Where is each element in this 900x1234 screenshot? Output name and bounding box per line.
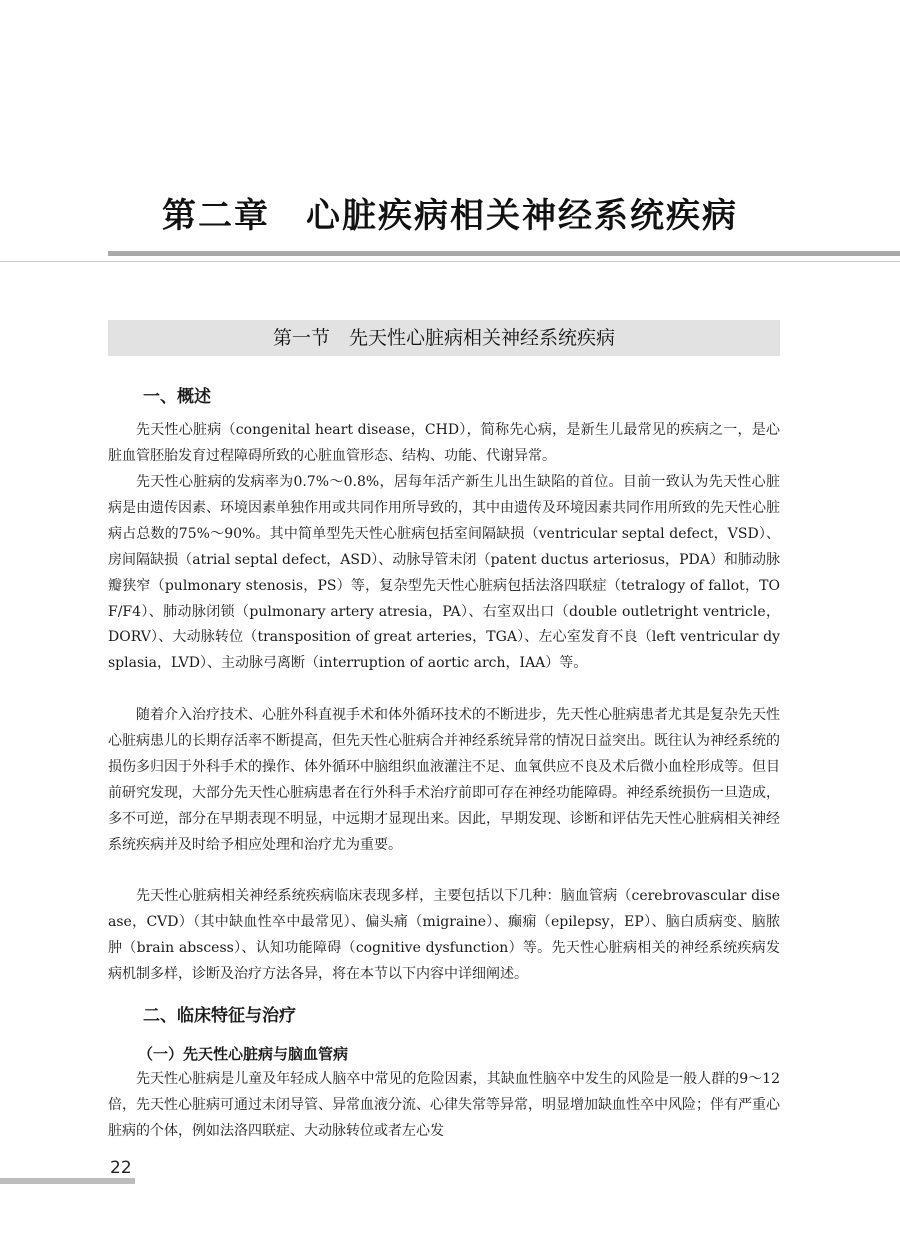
- section-title: 第一节 先天性心脏病相关神经系统疾病: [108, 320, 780, 356]
- paragraph-5: 先天性心脏病是儿童及年轻成人脑卒中常见的危险因素，其缺血性脑卒中发生的风险是一般人群的9～12倍，先天性心脏病可通过未闭导管、异常血液分流、心律失常等异常，明显增加缺血性卒中风险；伴有严重心脏病的个体，例如法洛四联症、大动脉转位或者左心发: [108, 1071, 780, 1139]
- heading-overview: 一、概述: [143, 387, 211, 407]
- chapter-divider-thick: [108, 251, 900, 256]
- paragraph-1: 先天性心脏病（congenital heart disease，CHD），简称先心病，是新生儿最常见的疾病之一，是心脏血管胚胎发育过程障碍所致的心脏血管形态、结构、功能、代谢异常。: [108, 422, 780, 464]
- heading-clinical: 二、临床特征与治疗: [143, 1006, 296, 1026]
- page-number: 22: [110, 1158, 132, 1178]
- chapter-divider-thin: [0, 261, 900, 262]
- chapter-title: 第二章 心脏疾病相关神经系统疾病: [162, 196, 738, 236]
- heading-subsection-1: （一）先天性心脏病与脑血管病: [138, 1045, 349, 1063]
- paragraph-2: 先天性心脏病的发病率为0.7%～0.8%，居每年活产新生儿出生缺陷的首位。目前一致认为先天性心脏病是由遗传因素、环境因素单独作用或共同作用所导致的，其中由遗传及环境因素共同作用所致的先天性心脏病占总数的75%～90%。其中简单型先天性心脏病包括室间隔缺损（ventricular septal defect，VSD）、房间隔缺损（atrial septal defect，ASD）、动脉导管未闭（patent ductus arteriosus，PDA）和肺动脉瓣狭窄（pulmonary stenosis，PS）等，复杂型先天性心脏病包括法洛四联症（tetralogy of fallot，TOF/F4）、肺动脉闭锁（pulmonary artery atresia，PA）、右室双出口（double outletright ventricle，DORV）、大动脉转位（transposition of great arteries，TGA）、左心室发育不良（left ventricular dysplasia，LVD）、主动脉弓离断（interruption of aortic arch，IAA）等。: [108, 474, 780, 672]
- paragraph-3: 随着介入治疗技术、心脏外科直视手术和体外循环技术的不断进步，先天性心脏病患者尤其是复杂先天性心脏病患儿的长期存活率不断提高，但先天性心脏病合并神经系统异常的情况日益突出。既往认为神经系统的损伤多归因于外科手术的操作、体外循环中脑组织血液灌注不足、血氧供应不良及术后微小血栓形成等。但目前研究发现，大部分先天性心脏病患者在行外科手术治疗前即可存在神经功能障碍。神经系统损伤一旦造成，多不可逆，部分在早期表现不明显，中远期才显现出来。因此，早期发现、诊断和评估先天性心脏病相关神经系统疾病并及时给予相应处理和治疗尤为重要。: [108, 707, 780, 853]
- paragraph-4: 先天性心脏病相关神经系统疾病临床表现多样，主要包括以下几种：脑血管病（cerebrovascular disease，CVD）（其中缺血性卒中最常见）、偏头痛（migraine）、癫痫（epilepsy，EP）、脑白质病变、脑脓肿（brain abscess）、认知功能障碍（cognitive dysfunction）等。先天性心脏病相关的神经系统疾病发病机制多样，诊断及治疗方法各异，将在本节以下内容中详细阐述。: [108, 888, 780, 982]
- footer-bar: [0, 1178, 135, 1184]
